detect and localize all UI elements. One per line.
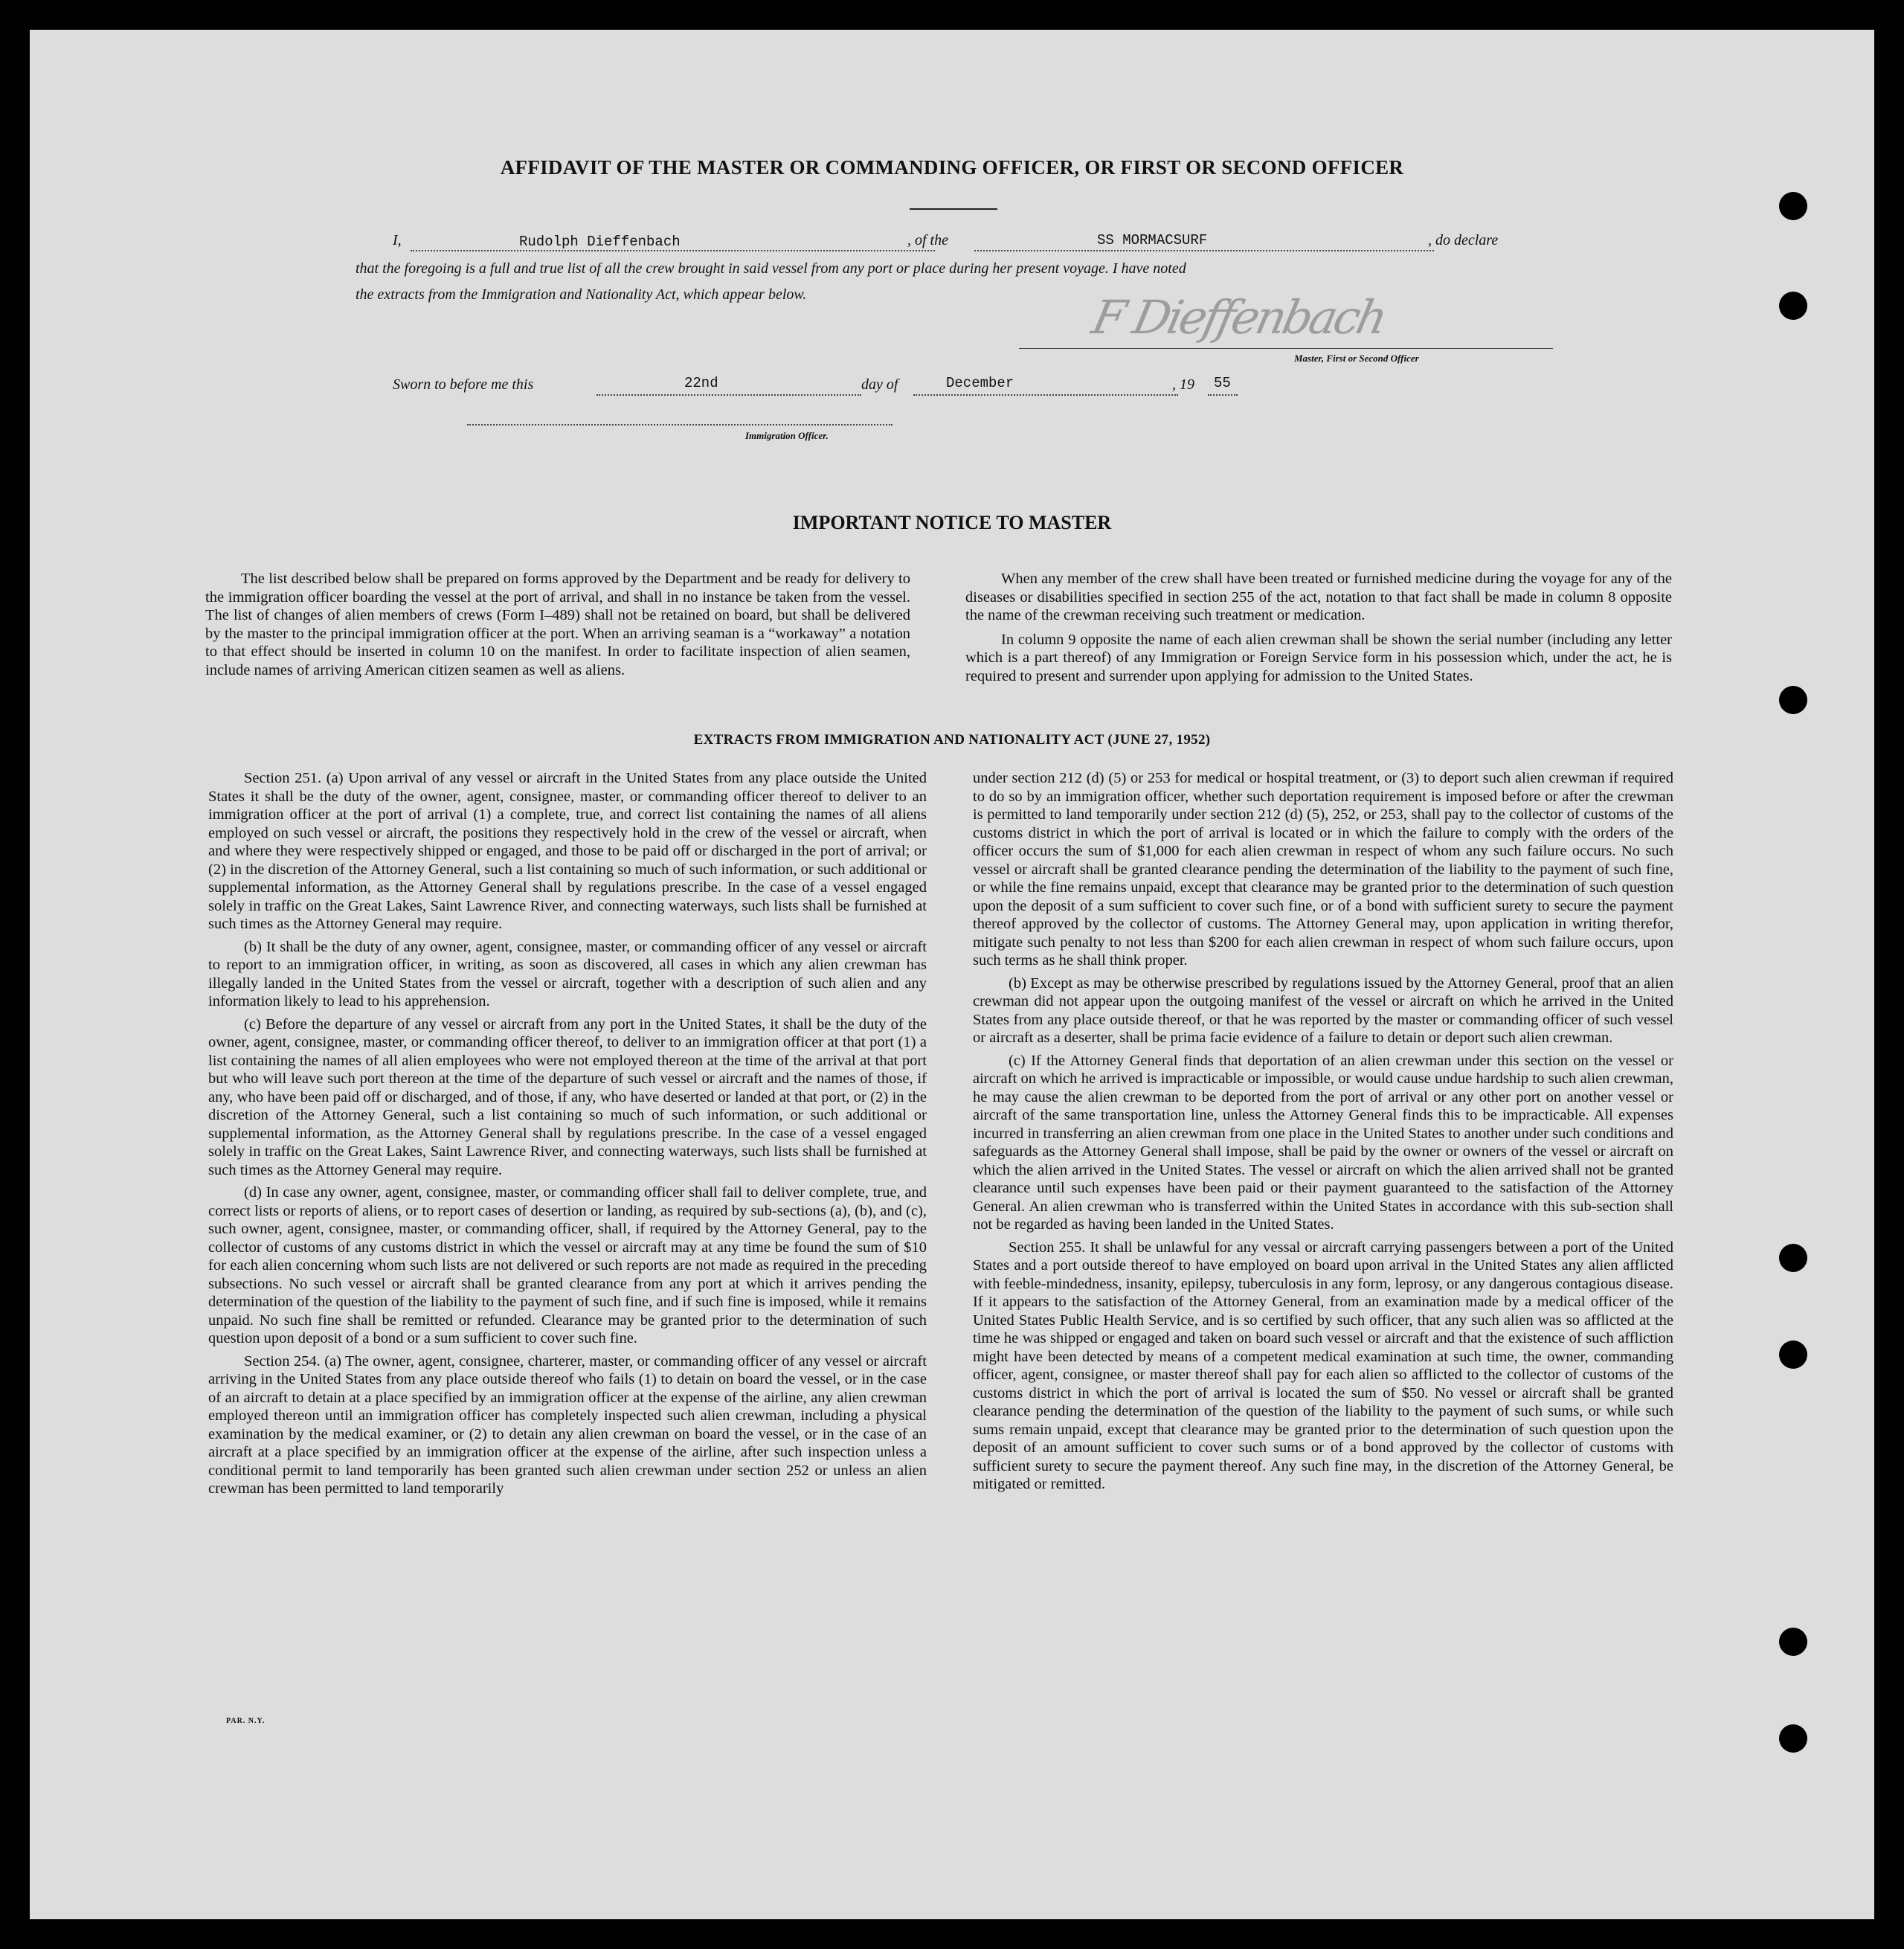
immigration-officer-caption: Immigration Officer. [745,430,829,441]
punch-hole [1779,292,1807,320]
master-signature: F Dieffenbach [1087,290,1390,344]
vessel-fill-line [974,250,1434,251]
year-fill-line [1208,394,1238,396]
punch-hole [1779,686,1807,714]
section-254-a: Section 254. (a) The owner, agent, consignee, charterer, master, or commanding officer of any vessel or aircraft arriving in the United States from any place outside thereof who fails (1) to detain on board the vessel, or in the case of an aircraft to detain at a place specified by an immigration officer at the expense of the airline, any alien crewman employed thereon until an immigration officer has completely inspected such alien crewman, including a physical examination by the medical examiner, or (2) to detain any alien crewman on board the vessel, or in the case of an aircraft at a place specified by an immigration officer at the expense of the airline, after such inspection unless a conditional permit to land temporarily has been granted such alien crewman under section 252 or unless an alien crewman has been permitted to land temporarily [208,1352,927,1497]
punch-hole [1779,1628,1807,1656]
section-251-c: (c) Before the departure of any vessel or aircraft from any port in the United States, it shall be the duty of the owner, agent, consignee, master, or commanding officer thereof, to deliver to an immigration officer at that port (1) a list containing the names of all alien employees who were not employed thereon at the time of the arrival at that port but who will leave such port thereon at the time of the departure of such vessel or aircraft and the names of those, if any, who have been paid off or discharged, and of those, if any, who have deserted or landed at that port, or (2) in the discretion of the Attorney General, such a list containing so much of such information, or such additional or supplemental information, as the Attorney General shall by regulations prescribe. In the case of a vessel engaged solely in traffic on the Great Lakes, Saint Lawrence River, and connecting waterways, such lists shall be furnished at such times as the Attorney General may require. [208,1015,927,1178]
section-255: Section 255. It shall be unlawful for any vessal or aircraft carrying passengers between a port of the United States and a port outside thereof to have employed on board upon arrival in the United States any alien afflicted with feeble-mindedness, insanity, epilepsy, tuberculosis in any form, leprosy, or any dangerous contagious disease. If it appears to the satisfaction of the Attorney General, from an examination made by a medical officer of the United States Public Health Service, and is so certified by such officer, that any such alien was so afflicted at the time he was shipped or engaged and taken on board such vessel or aircraft and that the existence of such affliction might have been detected by means of a competent medical examination at such time, the owner, commanding officer, agent, consignee, or master thereof shall pay for each alien so afflicted to the collector of customs of the customs district in which the port of arrival is located the sum of $50. No vessel or aircraft shall be granted clearance pending the determination of the question of the liability to the payment of such sums, or while such sums remain unpaid, except that clearance may be granted prior to the determination of such question upon the deposit of an amount sufficient to cover such sums or of a bond approved by the collector of customs with sufficient surety to secure the payment thereof. Any such fine may, in the discretion of the Attorney General, be mitigated or remitted. [973,1239,1673,1492]
printer-imprint: PAR. N.Y. [226,1717,266,1725]
declaration-line-2: the extracts from the Immigration and Nationality Act, which appear below. [356,286,807,303]
punch-hole [1779,1340,1807,1369]
notice-right-paragraph-1: When any member of the crew shall have been treated or furnished medicine during the voyage for any of the diseases or disabilities specified in section 255 of the act, notation to that fact shall be made in column 8 opposite the name of the crewman receiving such treatment or medication. [965,571,1672,623]
sworn-year: 55 [1214,375,1231,391]
extracts-left-column [208,769,927,1503]
section-254-c: (c) If the Attorney General finds that deportation of an alien crewman under this section on the vessel or aircraft on which he arrived is impracticable or impossible, or would cause undue hardship to such alien crewman, he may cause the alien crewman to be deported from the port of arrival or any other port on another vessel or aircraft of the same transportation line, unless the Attorney General finds this to be impracticable. All expenses incurred in transferring an alien crewman from one place in the United States to another under such conditions and safeguards as the Attorney General shall impose, shall be paid by the owner or owners of the vessel or aircraft on which the alien arrived in the United States. The vessel or aircraft on which the alien arrived shall not be granted clearance until such expenses have been paid or their payment guaranteed to the satisfaction of the Attorney General. An alien crewman who is transferred within the United States in accordance with this sub-section shall not be regarded as having been landed in the United States. [973,1052,1673,1233]
notice-right-column [965,570,1672,688]
of-the-label: , of the [907,232,948,248]
declarant-line [393,232,402,249]
name-fill-line [411,250,935,251]
signature-caption: Master, First or Second Officer [1294,353,1419,364]
sworn-label: Sworn to before me this [393,376,534,393]
sworn-month: December [946,375,1014,391]
extracts-right-column [973,769,1673,1498]
vessel-name: SS MORMACSURF [1097,232,1208,248]
notice-right-paragraph-2: In column 9 opposite the name of each alien crewman shall be shown the serial number (including any letter which is a part thereof) of any Immigration or Foreign Service form in his possession which, under the act, he is required to present and surrender upon applying for admission to the United States. [965,631,1672,684]
i-label: I, [393,232,402,248]
section-251-d: (d) In case any owner, agent, consignee, master, or commanding officer shall fail to deliver complete, true, and correct lists or reports of aliens, or to report cases of desertion or landing, as required by sub-sections (a), (b), and (c), such owner, agent, consignee, master, or commanding officer, shall, if required by the Attorney General, pay to the collector of customs of any customs district in which the vessel or aircraft may at any time be found the sum of $10 for each alien concerning whom such lists are not delivered or such reports are not made as required in the preceding subsections. No such vessel or aircraft shall be granted clearance from any port at which it arrives pending the determination of the question of the liability to the payment of such fine, and if such fine is imposed, while it remains unpaid. No such fine shall be remitted or refunded. Clearance may be granted prior to the determination of such question upon deposit of a bond or a sum sufficient to cover such fine. [208,1184,927,1346]
do-declare-label: , do declare [1428,232,1499,248]
document-page [30,30,1874,1919]
punch-hole [1779,192,1807,220]
declaration-line-1: that the foregoing is a full and true list of all the crew brought in said vessel from any port or place during her present voyage. I have noted [356,260,1186,277]
signature-line [1019,348,1553,349]
affidavit-title: AFFIDAVIT OF THE MASTER OR COMMANDING OFFICER, OR FIRST OR SECOND OFFICER [500,156,1404,179]
section-254-a-continued: under section 212 (d) (5) or 253 for medical or hospital treatment, or (3) to deport such alien crewman if required to do so by an immigration officer, whether such deportation requirement is imposed before or after the crewman is permitted to land temporarily under section 212 (d) (5), 252, or 253, shall pay to the collector of customs of the customs district in which the port of arrival is located or in which the failure to comply with the orders of the officer occurs the sum of $1,000 for each alien crewman in respect of whom any such failure occurs. No such vessel or aircraft shall be granted clearance pending the determination of the liability to the payment of such fine, or while the fine remains unpaid, except that clearance may be granted prior to the determination of such question upon the deposit of a sum sufficient to cover such fine, or of a bond with sufficient surety to secure the payment thereof approved by the collector of customs. The Attorney General may, upon application in writing therefor, mitigate such penalty to not less than $200 for each alien crewman in respect of whom such failure occurs, upon such terms as he shall think proper. [973,770,1673,969]
sworn-day: 22nd [684,375,718,391]
notice-left-column [205,570,910,682]
section-251-a: Section 251. (a) Upon arrival of any vessel or aircraft in the United States from any place outside the United States it shall be the duty of the owner, agent, consignee, master, or commanding officer thereof to deliver to an immigration officer at the port of arrival (1) a complete, true, and correct list containing the names of all aliens employed on such vessel or aircraft, the positions they respectively hold in the crew of the vessel or aircraft, when and where they were respectively shipped or engaged, and those to be paid off or discharged in the port of arrival; or (2) in the discretion of the Attorney General, such a list containing so much of such information, or such additional or supplemental information, as the Attorney General shall by regulations prescribe. In the case of a vessel engaged solely in traffic on the Great Lakes, Saint Lawrence River, and connecting waterways, such lists shall be furnished at such times as the Attorney General may require. [208,770,927,932]
day-of-label: day of [861,376,898,393]
year-prefix-label: , 19 [1172,376,1194,393]
day-fill-line [596,394,861,396]
month-fill-line [913,394,1178,396]
extracts-title: EXTRACTS FROM IMMIGRATION AND NATIONALITY ACT (JUNE 27, 1952) [693,732,1211,748]
punch-hole [1779,1244,1807,1272]
declarant-name: Rudolph Dieffenbach [519,234,681,250]
officer-line [467,424,892,426]
notice-title: IMPORTANT NOTICE TO MASTER [792,512,1112,533]
title-rule [910,208,997,210]
section-251-b: (b) It shall be the duty of any owner, agent, consignee, master, or commanding officer of any vessel or aircraft to report to an immigration officer, in writing, as soon as discovered, all cases in which any alien crewman has illegally landed in the United States from the vessel or aircraft, together with a description of such alien and any information likely to lead to his apprehension. [208,938,927,1009]
section-254-b: (b) Except as may be otherwise prescribed by regulations issued by the Attorney General, proof that an alien crewman did not appear upon the outgoing manifest of the vessel or aircraft on which he arrived in the United States from any place outside thereof, or that he was reported by the master or commanding officer of such vessel or aircraft as a deserter, shall be prima facie evidence of a failure to detain or deport such alien crewman. [973,974,1673,1046]
punch-hole [1779,1724,1807,1753]
notice-left-paragraph: The list described below shall be prepared on forms approved by the Department and be ready for delivery to the immigration officer boarding the vessel at the port of arrival, and shall in no instance be taken from the vessel. The list of changes of alien members of crews (Form I–489) shall not be retained on board, but shall be delivered by the master to the principal immigration officer at the port. When an arriving seaman is a “workaway” a notation to that effect should be inserted in column 10 on the manifest. In order to facilitate inspection of alien seamen, include names of arriving American citizen seamen as well as aliens. [205,571,910,678]
